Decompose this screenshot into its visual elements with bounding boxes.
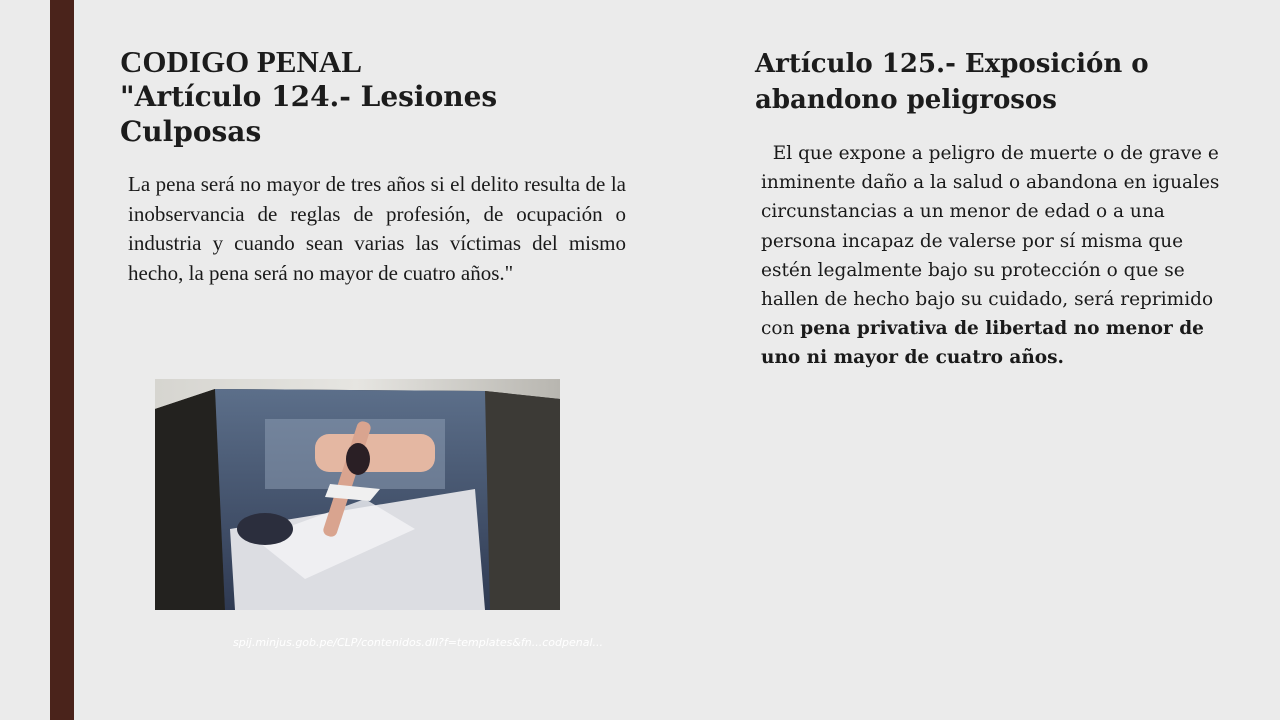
right-title: Artículo 125.- Exposición o abandono peligrosos	[755, 49, 1149, 115]
photo-illustration	[155, 379, 560, 610]
source-link[interactable]: spij.minjus.gob.pe/CLP/contenidos.dll?f=templates&fn...codpenal...	[233, 636, 604, 649]
left-title	[120, 44, 640, 149]
left-title-line: "Artículo 124.- Lesiones	[120, 80, 498, 113]
photo-image	[155, 379, 560, 610]
accent-bar	[50, 0, 74, 720]
right-body-text	[761, 139, 1231, 373]
right-body-bold: pena privativa de libertad no menor de uno ni mayor de cuatro años.	[761, 318, 1204, 369]
left-title-line: Culposas	[120, 115, 262, 148]
left-body-text: La pena será no mayor de tres años si el delito resulta de la inobservancia de reglas de profesión, de ocupación o industria y cuando sean varias las víctimas del mismo hecho, la pena será no mayor de cuatro años."	[128, 172, 626, 285]
left-title-line: CODIGO PENAL	[120, 44, 362, 79]
right-body-plain: El que expone a peligro de muerte o de grave e inminente daño a la salud o abandona en iguales circunstancias a un menor de edad o a una persona incapaz de valerse por sí misma que estén legalmente bajo su protección o que se hallen de hecho bajo su cuidado, será reprimido con	[761, 143, 1220, 340]
